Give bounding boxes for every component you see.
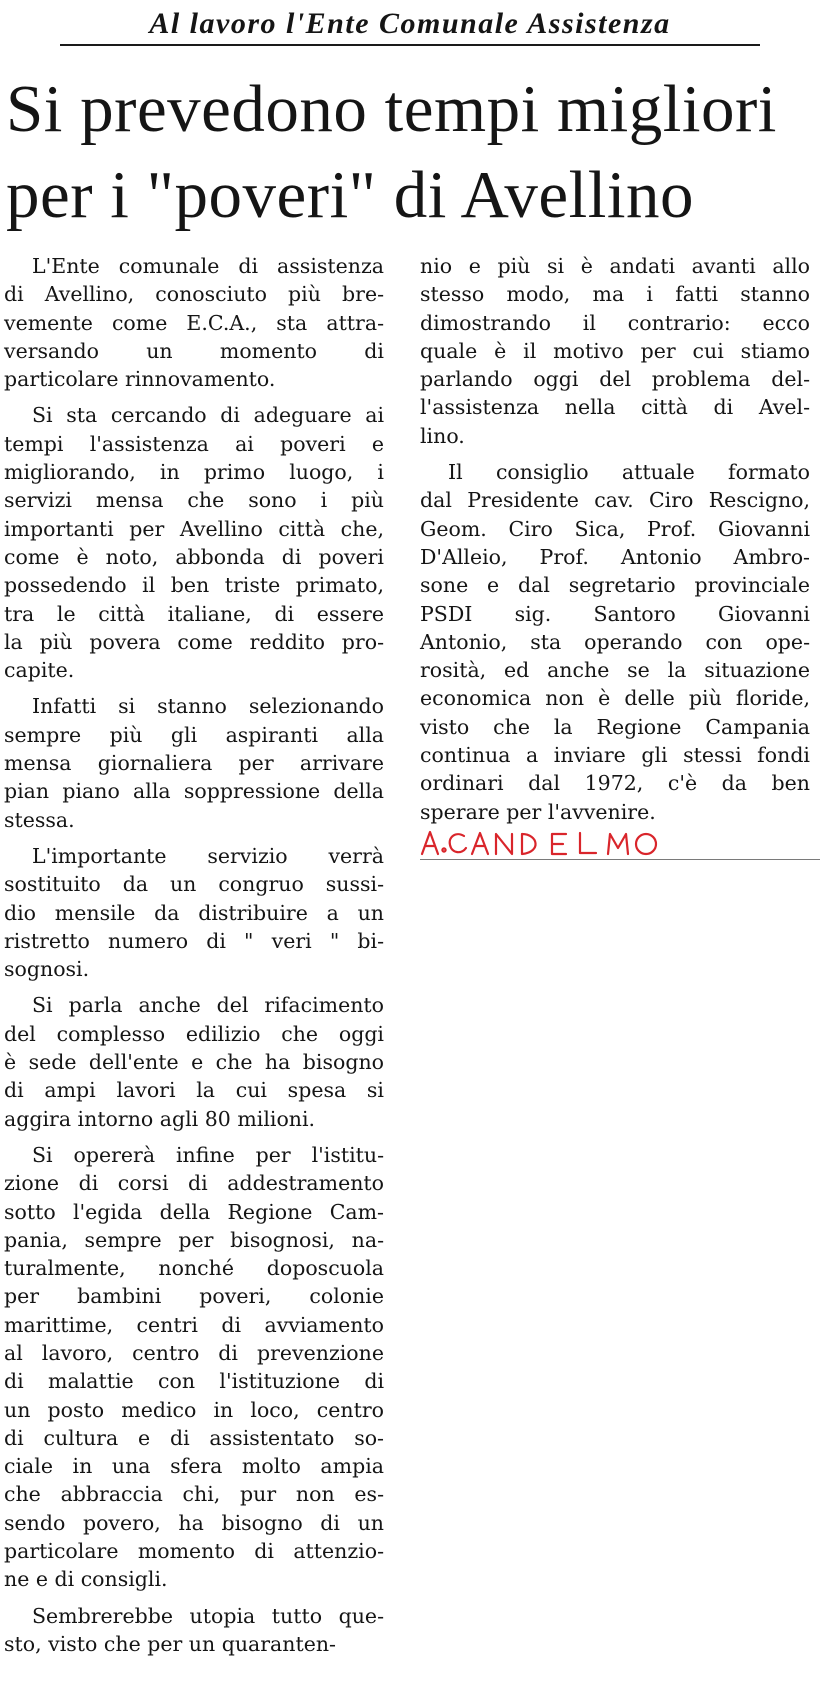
text-line: è sede dell'ente e che ha bisogno	[4, 1050, 384, 1075]
text-line: ciale in una sfera molto ampia	[4, 1454, 384, 1479]
text-line: PSDI sig. Santoro Giovanni	[420, 601, 810, 626]
text-line: rosità, ed anche se la situazione	[420, 658, 810, 683]
text-line: di Avellino, conosciuto più bre-	[4, 282, 384, 307]
text-line: Si sta cercando di adeguare ai	[32, 403, 384, 428]
text-line: visto che la Regione Campania	[420, 714, 810, 739]
text-line: D'Alleio, Prof. Antonio Ambro-	[420, 544, 810, 569]
paragraph	[4, 401, 384, 684]
text-line: parlando oggi del problema del-	[420, 367, 810, 392]
text-line: dal Presidente cav. Ciro Rescigno,	[420, 488, 810, 513]
kicker-text: Al lavoro l'Ente Comunale Assistenza	[149, 7, 671, 40]
paragraph	[4, 252, 384, 393]
paragraph	[4, 1141, 384, 1594]
text-line: per bambini poveri, colonie	[4, 1284, 384, 1309]
text-line: la più povera come reddito pro-	[4, 629, 384, 654]
text-line: come è noto, abbonda di poveri	[4, 544, 384, 569]
text-line: nio e più si è andati avanti allo	[420, 254, 810, 278]
text-line: pian piano alla soppressione della	[4, 779, 384, 804]
text-line: stesso modo, ma i fatti stanno	[420, 282, 810, 307]
paragraph	[4, 842, 384, 983]
section-kicker	[60, 6, 760, 46]
text-line: sone e dal segretario provinciale	[420, 573, 810, 598]
paragraph	[4, 991, 384, 1132]
text-line: zione di corsi di addestramento	[4, 1171, 384, 1196]
text-line: Infatti si stanno selezionando	[32, 694, 384, 719]
text-line: di cultura e di assistentato so-	[4, 1425, 384, 1450]
text-line: particolare rinnovamento.	[4, 367, 276, 392]
text-line: Antonio, sta operando con ope-	[420, 629, 810, 654]
text-line: sempre più gli aspiranti alla	[4, 722, 384, 747]
signature	[420, 828, 820, 862]
text-line: che abbraccia chi, pur non es-	[4, 1482, 384, 1507]
text-line: di malattie con l'istituzione di	[4, 1369, 384, 1394]
text-line: capite.	[4, 658, 75, 683]
handwritten-signature-icon	[420, 828, 750, 858]
text-line: L'Ente comunale di assistenza	[32, 254, 384, 278]
text-line: vemente come E.C.A., sta attra-	[4, 310, 384, 335]
text-line: sto, visto che per un quaranten-	[4, 1631, 336, 1656]
text-line: un posto medico in loco, centro	[4, 1397, 384, 1422]
text-line: sostituito da un congruo sussi-	[4, 872, 384, 897]
text-line: aggira intorno agli 80 milioni.	[4, 1106, 316, 1131]
text-line: di ampi lavori la cui spesa si	[4, 1078, 384, 1103]
paragraph	[420, 458, 810, 826]
text-line: importanti per Avellino città che,	[4, 516, 384, 541]
text-line: del complesso edilizio che oggi	[4, 1021, 384, 1046]
text-line: mensa giornaliera per arrivare	[4, 751, 384, 776]
text-line: Si parla anche del rifacimento	[32, 993, 384, 1018]
signature-rule	[420, 859, 820, 860]
text-line: lino.	[420, 423, 465, 448]
text-line: migliorando, in primo luogo, i	[4, 460, 384, 485]
paragraph	[4, 692, 384, 833]
text-line: Il consiglio attuale formato	[448, 460, 810, 485]
text-line: particolare momento di attenzio-	[4, 1539, 384, 1564]
text-line: quale è il motivo per cui stiamo	[420, 338, 810, 363]
text-line: sognosi.	[4, 957, 90, 982]
text-line: Si opererà infine per l'istitu-	[32, 1142, 384, 1167]
text-line: dio mensile da distribuire a un	[4, 900, 384, 925]
text-line: Sembrerebbe utopia tutto que-	[32, 1603, 384, 1628]
paragraph	[420, 252, 810, 450]
text-line: possedendo il ben triste primato,	[4, 573, 384, 598]
text-line: versando un momento di	[4, 338, 384, 363]
headline-line-2: per i "poveri" di Avellino	[6, 158, 694, 232]
headline-line-1: Si prevedono tempi migliori	[6, 72, 777, 146]
text-line: sperare per l'avvenire.	[420, 799, 656, 824]
text-line: tra le città italiane, di essere	[4, 601, 384, 626]
text-line: ne e di consigli.	[4, 1567, 168, 1592]
text-line: L'importante servizio verrà	[32, 843, 384, 868]
text-line: sendo povero, ha bisogno di un	[4, 1510, 384, 1535]
text-line: continua a inviare gli stessi fondi	[420, 743, 810, 768]
text-line: stessa.	[4, 807, 75, 832]
text-line: ordinari dal 1972, c'è da ben	[420, 771, 810, 796]
text-line: tempi l'assistenza ai poveri e	[4, 431, 384, 456]
text-line: Geom. Ciro Sica, Prof. Giovanni	[420, 516, 810, 541]
text-line: dimostrando il contrario: ecco	[420, 310, 810, 335]
text-line: marittime, centri di avviamento	[4, 1312, 384, 1337]
text-line: al lavoro, centro di prevenzione	[4, 1340, 384, 1365]
paragraph	[4, 1602, 384, 1659]
text-line: ristretto numero di " veri " bi-	[4, 928, 384, 953]
article-column-1	[4, 252, 384, 1666]
text-line: pania, sempre per bisognosi, na-	[4, 1227, 384, 1252]
text-line: turalmente, nonché doposcuola	[4, 1256, 384, 1281]
text-line: economica non è delle più floride,	[420, 686, 810, 711]
text-line: servizi mensa che sono i più	[4, 488, 384, 513]
text-line: l'assistenza nella città di Avel-	[420, 395, 810, 420]
headline	[6, 66, 821, 238]
article-column-2	[420, 252, 810, 834]
text-line: sotto l'egida della Regione Cam-	[4, 1199, 384, 1224]
